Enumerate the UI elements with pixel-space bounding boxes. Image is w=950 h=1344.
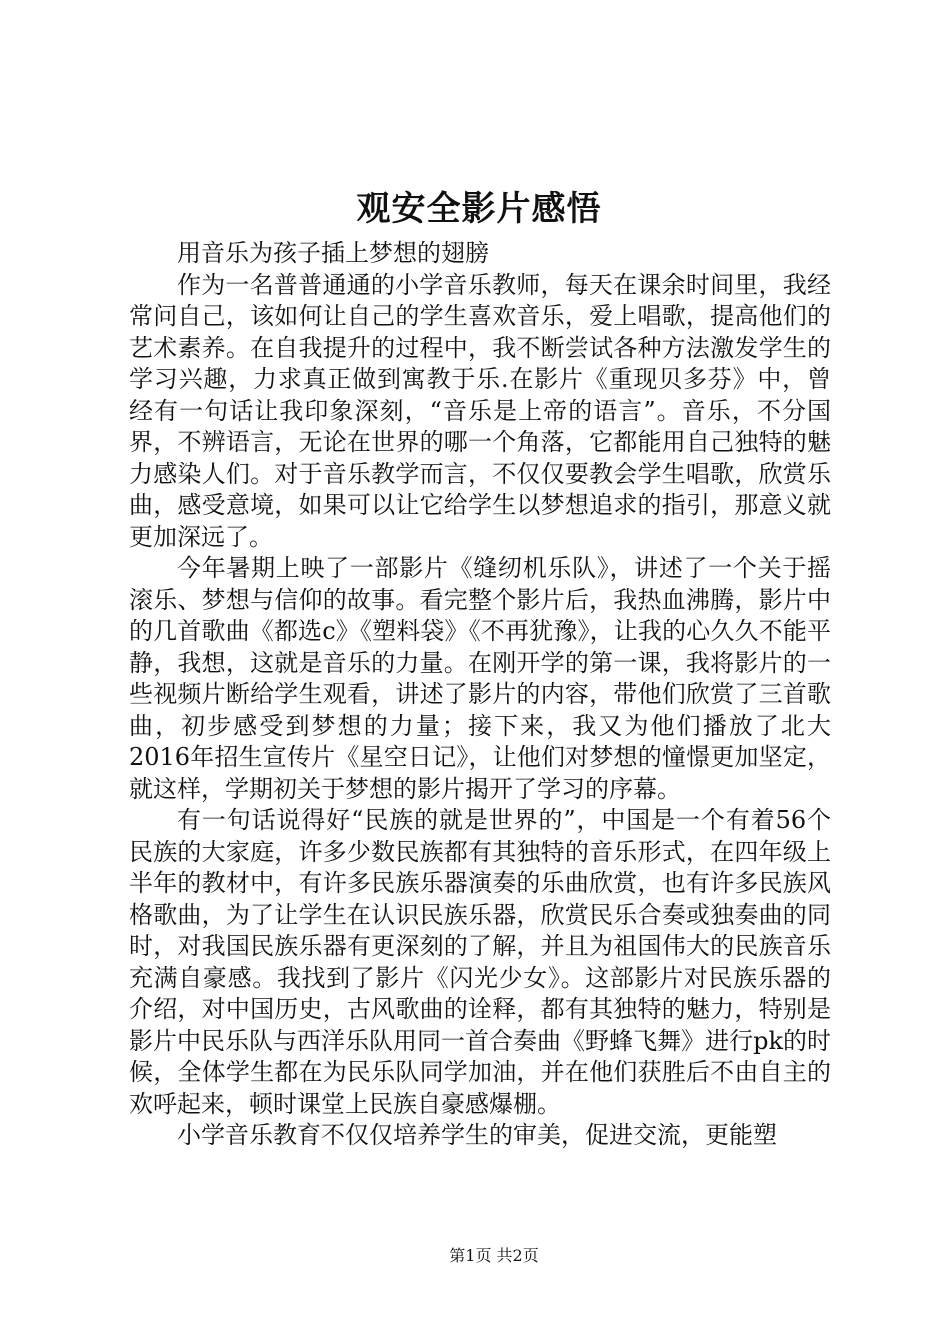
page-footer: 第1页 共2页 <box>449 1246 539 1265</box>
document-title: 观安全影片感悟 <box>356 189 602 229</box>
paragraph: 今年暑期上映了一部影片《缝纫机乐队》，讲述了一个关于摇滚乐、梦想与信仰的故事。看完整个影片后，我热血沸腾，影片中的几首歌曲《都选c》《塑料袋》《不再犹豫》，让我的心久久不能平静，我想，这就是音乐的力量。在刚开学的第一课，我将影片的一些视频片断给学生观看，讲述了影片的内容，带他们欣赏了三首歌曲，初步感受到梦想的力量；接下来，我又为他们播放了北大2016年招生宣传片《星空日记》，让他们对梦想的憧憬更加坚定，就这样，学期初关于梦想的影片揭开了学习的序幕。 <box>129 554 831 803</box>
paragraph: 有一句话说得好“民族的就是世界的”，中国是一个有着56个民族的大家庭，许多少数民族都有其独特的音乐形式，在四年级上半年的教材中，有许多民族乐器演奏的乐曲欣赏，也有许多民族风格歌曲，为了让学生在认识民族乐器，欣赏民乐合奏或独奏曲的同时，对我国民族乐器有更深刻的了解，并且为祖国伟大的民族音乐充满自豪感。我找到了影片《闪光少女》。这部影片对民族乐器的介绍，对中国历史，古风歌曲的诠释，都有其独特的魅力，特别是影片中民乐队与西洋乐队用同一首合奏曲《野蜂飞舞》进行pk的时候，全体学生都在为民乐队同学加油，并在他们获胜后不由自主的欢呼起来，顿时课堂上民族自豪感爆棚。 <box>129 806 831 1118</box>
paragraph-subtitle: 用音乐为孩子插上梦想的翅膀 <box>177 239 489 267</box>
paragraph: 小学音乐教育不仅仅培养学生的审美，促进交流，更能塑 <box>177 1121 777 1149</box>
paragraph: 作为一名普普通通的小学音乐教师，每天在课余时间里，我经常问自己，该如何让自己的学生喜欢音乐，爱上唱歌，提高他们的艺术素养。在自我提升的过程中，我不断尝试各种方法激发学生的学习兴趣，力求真正做到寓教于乐.在影片《重现贝多芬》中，曾经有一句话让我印象深刻，“音乐是上帝的语言”。音乐，不分国界，不辨语言，无论在世界的哪一个角落，它都能用自己独特的魅力感染人们。对于音乐教学而言，不仅仅要教会学生唱歌，欣赏乐曲，感受意境，如果可以让它给学生以梦想追求的指引，那意义就更加深远了。 <box>129 270 831 551</box>
document-body <box>129 238 831 1152</box>
